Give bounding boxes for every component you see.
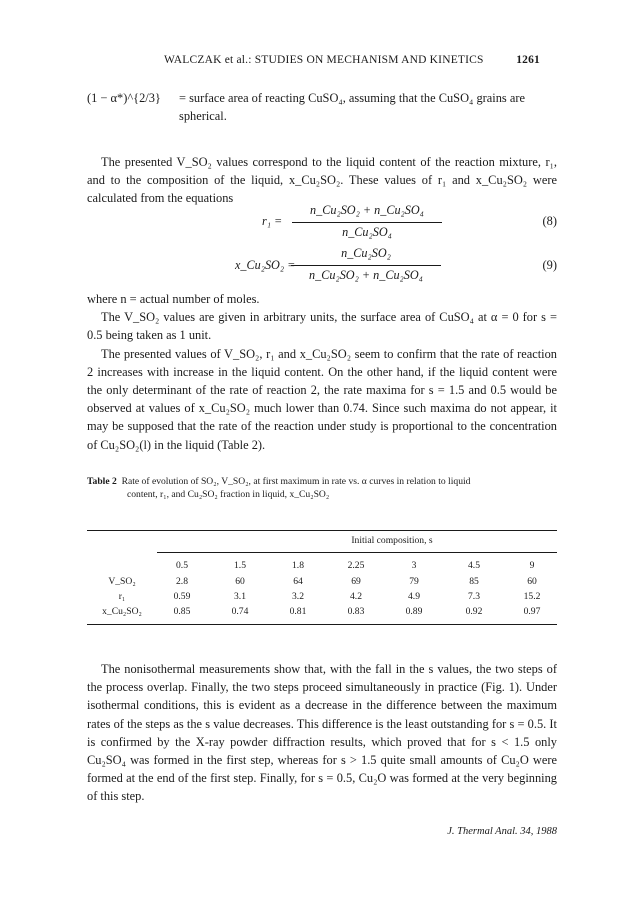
table-label: Table 2 xyxy=(87,476,117,487)
table-cell: 60 xyxy=(235,576,245,587)
table-top-rule xyxy=(87,530,557,531)
data-table xyxy=(87,530,557,630)
table-bottom-rule xyxy=(87,624,557,625)
column-header: 2.25 xyxy=(347,560,365,571)
page-number: 1261 xyxy=(516,54,540,66)
column-header: 4.5 xyxy=(468,560,480,571)
row-label: r₁ xyxy=(118,591,126,602)
table-cell: 0.74 xyxy=(231,606,249,617)
fraction-bar xyxy=(292,222,442,223)
definition-meaning: = surface area of reacting CuSO₄, assuming that the CuSO₄ grains are spherical. xyxy=(179,91,525,123)
table-cell: 69 xyxy=(351,576,361,587)
where-statement: where n = actual number of moles. xyxy=(87,292,260,306)
equation-number: (9) xyxy=(542,258,557,272)
caption-line-1: Rate of evolution of SO₂, V_SO₂, at first maximum in rate vs. α curves in relation to liquid xyxy=(121,476,471,487)
paragraph-discussion xyxy=(87,290,557,454)
table-caption xyxy=(87,475,557,501)
caption-line-2: content, r₁, and Cu₂SO₂ fraction in liquid, x_Cu₂SO₂ xyxy=(127,489,330,500)
table-cell: 0.85 xyxy=(173,606,191,617)
column-header: 9 xyxy=(529,560,535,571)
table-cell: 64 xyxy=(293,576,303,587)
journal-footer: J. Thermal Anal. 34, 1988 xyxy=(447,826,557,837)
table-cell: 15.2 xyxy=(523,591,541,602)
equation-denominator: n_Cu₂SO₂ + n_Cu₂SO₄ xyxy=(309,268,423,282)
table-cell: 79 xyxy=(409,576,419,587)
table-cell: 3.2 xyxy=(292,591,304,602)
table-header-rule xyxy=(157,552,557,553)
column-header: 1.5 xyxy=(234,560,246,571)
paragraph-text: The presented V_SO₂ values correspond to the liquid content of the reaction mixture, r₁, and to the composition of the liquid, x_Cu₂SO₂. These values of r₁ and x_Cu₂SO₂ were calculated from the equations xyxy=(87,155,557,206)
equation-number: (8) xyxy=(542,214,557,228)
confirmation-statement: The presented values of V_SO₂, r₁ and x_Cu₂SO₂ seem to confirm that the rate of reaction 2 increases with increase in the liquid content. On the other hand, if the liquid content were the only determinant of the rate of reaction 2, the rate maxima for s = 1.5 and 0.5 would be observed at values of x_Cu₂SO₂ much lower than 0.74. Since such maxima do not appear, it may be supposed that the rate of the reaction under study is proportional to the concentration of Cu₂SO₂(l) in the liquid (Table 2). xyxy=(87,346,557,452)
table-cell: 0.89 xyxy=(405,606,423,617)
fraction-bar xyxy=(291,265,441,266)
table-cell: 0.59 xyxy=(173,591,191,602)
table-cell: 0.97 xyxy=(523,606,541,617)
column-header: 3 xyxy=(411,560,417,571)
table-cell: 0.83 xyxy=(347,606,365,617)
column-header: 1.8 xyxy=(292,560,304,571)
table-cell: 0.92 xyxy=(465,606,483,617)
table-cell: 3.1 xyxy=(234,591,246,602)
equation-9 xyxy=(87,246,557,286)
table-cell: 7.3 xyxy=(468,591,480,602)
table-cell: 60 xyxy=(527,576,537,587)
table-cell: 4.9 xyxy=(408,591,420,602)
equation-numerator: n_Cu₂SO₂ xyxy=(341,246,391,260)
table-cell: 4.2 xyxy=(350,591,362,602)
paragraph-nonisothermal xyxy=(87,660,557,806)
units-statement: The V_SO₂ values are given in arbitrary units, the surface area of CuSO₄ at α = 0 for s = 0.5 being taken as 1 unit. xyxy=(87,310,557,343)
table-cell: 2.8 xyxy=(176,576,188,587)
table-cell: 85 xyxy=(469,576,479,587)
equation-numerator: n_Cu₂SO₂ + n_Cu₂SO₄ xyxy=(310,203,424,217)
table-cell: 0.81 xyxy=(289,606,307,617)
row-label: x_Cu₂SO₂ xyxy=(102,606,142,617)
equation-denominator: n_Cu₂SO₄ xyxy=(342,225,392,239)
definition-symbol: (1 − α*)^{2/3} xyxy=(87,91,161,105)
equation-lhs: r₁ = xyxy=(262,214,283,228)
row-label: V_SO₂ xyxy=(108,576,136,587)
equation-8 xyxy=(87,203,557,243)
column-header: 0.5 xyxy=(176,560,188,571)
equation-lhs: x_Cu₂SO₂ = xyxy=(235,258,296,272)
running-title: WALCZAK et al.: STUDIES ON MECHANISM AND KINETICS xyxy=(164,54,484,66)
table-group-header: Initial composition, s xyxy=(351,535,433,546)
paragraph-equations-intro xyxy=(87,153,557,208)
paragraph-text: The nonisothermal measurements show that, with the fall in the s values, the two steps of the process overlap. Finally, the two steps proceed simultaneously in practice (Fig. 1). Under isothermal conditions, this is evident as a decrease in the difference between the maximum rates of the steps as the s value decreases. This difference is the least outstanding for s = 0.5. It is confirmed by the X-ray powder diffraction results, which proved that for s < 1.5 only Cu₂SO₄ was formed in the first step, whereas for s > 1.5 quite small amounts of Cu₂O were formed at the end of the first step. Finally, for s = 0.5, Cu₂O was formed at the very beginning of this step. xyxy=(87,662,557,804)
